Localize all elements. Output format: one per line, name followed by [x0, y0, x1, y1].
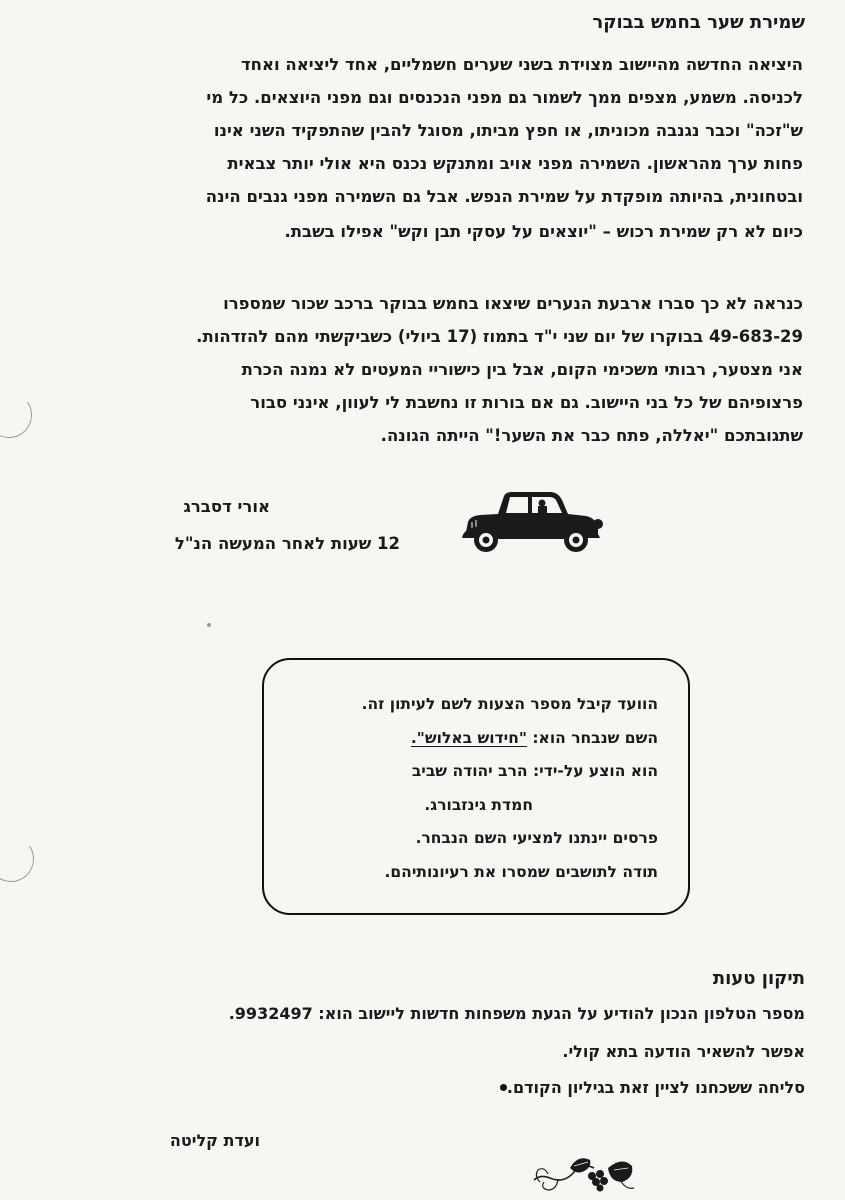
article-paragraph-2: [23, 287, 803, 452]
notice-label: השם שנבחר הוא:: [532, 728, 658, 747]
correction-line-2: אפשר להשאיר הודעה בתא קולי.: [562, 1042, 805, 1061]
bullet-text: סליחה ששכחנו לציין זאת בגיליון הקודם.: [506, 1078, 805, 1097]
notice-line: תודה לתושבים שמסרו את רעיונותיהם.: [384, 862, 658, 881]
chosen-name: "חידוש באלוש".: [410, 728, 527, 747]
correction-signature: ועדת קליטה: [169, 1131, 260, 1150]
grape-vine-ornament-icon: [530, 1150, 638, 1198]
correction-line-1: מספר הטלפון הנכון להודיע על הגעת משפחות חדשות ליישוב הוא: 9932497.: [228, 1004, 805, 1023]
notice-line-chosen-name: [274, 722, 658, 756]
notice-line: חמדת גינזבורג.: [424, 795, 533, 814]
punch-hole-bottom: [0, 832, 38, 885]
paragraph-line: כנראה לא כך סברו ארבעת הנערים שיצאו בחמש בבוקר ברכב שכור שמספרו: [223, 294, 803, 313]
author-name: אורי דסברג: [183, 497, 270, 516]
vintage-car-icon: [458, 488, 604, 554]
bullet-dot-icon: [500, 1084, 507, 1091]
notice-line: הוועד קיבל מספר הצעות לשם לעיתון זה.: [361, 695, 658, 713]
paper-speck: [207, 623, 211, 627]
paragraph-line: ובטחונית, בהיותה מופקדת על שמירת הנפש. אבל גם השמירה מפני גנבים הינה: [205, 187, 803, 206]
article-title: שמירת שער בחמש בבוקר: [592, 12, 805, 33]
notice-line: פרסים יינתנו למציעי השם הנבחר.: [415, 829, 658, 847]
paragraph-line: כיום לא רק שמירת רכוש – "יוצאים על עסקי תבן וקש" אפילו בשבת.: [284, 222, 803, 241]
paragraph-line: אני מצטער, רבותי משכימי הקום, אבל בין כישוריי המעטים לא נמנה הכרת: [241, 360, 803, 379]
paragraph-line: היציאה החדשה מהיישוב מצוידת בשני שערים חשמליים, אחד ליציאה ואחד: [240, 55, 803, 74]
paragraph-line: פרצופיהם של כל בני היישוב. גם אם בורות זו נחשבת לי לעוון, אינני סבור: [250, 393, 803, 412]
article-paragraph-1: [23, 48, 803, 248]
correction-title: תיקון טעות: [712, 968, 805, 989]
paragraph-line: ש"זכה" וכבר נגנבה מכוניתו, או חפץ מביתו, מסוגל להבין שהתפקיד השני אינו: [213, 121, 803, 140]
correction-bullet-item: [245, 1071, 805, 1104]
paragraph-line: 49-683-29 בבוקרו של יום שני י"ד בתמוז (17 ביולי) כשביקשתי מהם להזדהות.: [196, 327, 803, 346]
notice-line: הוא הוצע על-ידי: הרב יהודה שביב: [411, 762, 658, 780]
paragraph-line: שתגובתכם "יאללה, פתח כבר את השער!" הייתה הגונה.: [380, 426, 803, 445]
paragraph-line: לכניסה. משמע, מצפים ממך לשמור גם מפני הנכנסים וגם מפני היוצאים. כל מי: [206, 88, 803, 107]
author-signoff: 12 שעות לאחר המעשה הנ"ל: [174, 534, 400, 553]
paragraph-line: פחות ערך מהראשון. השמירה מפני אויב ומתנקש נכנס היא אולי יותר צבאית: [227, 154, 803, 173]
notice-box: [262, 658, 690, 915]
